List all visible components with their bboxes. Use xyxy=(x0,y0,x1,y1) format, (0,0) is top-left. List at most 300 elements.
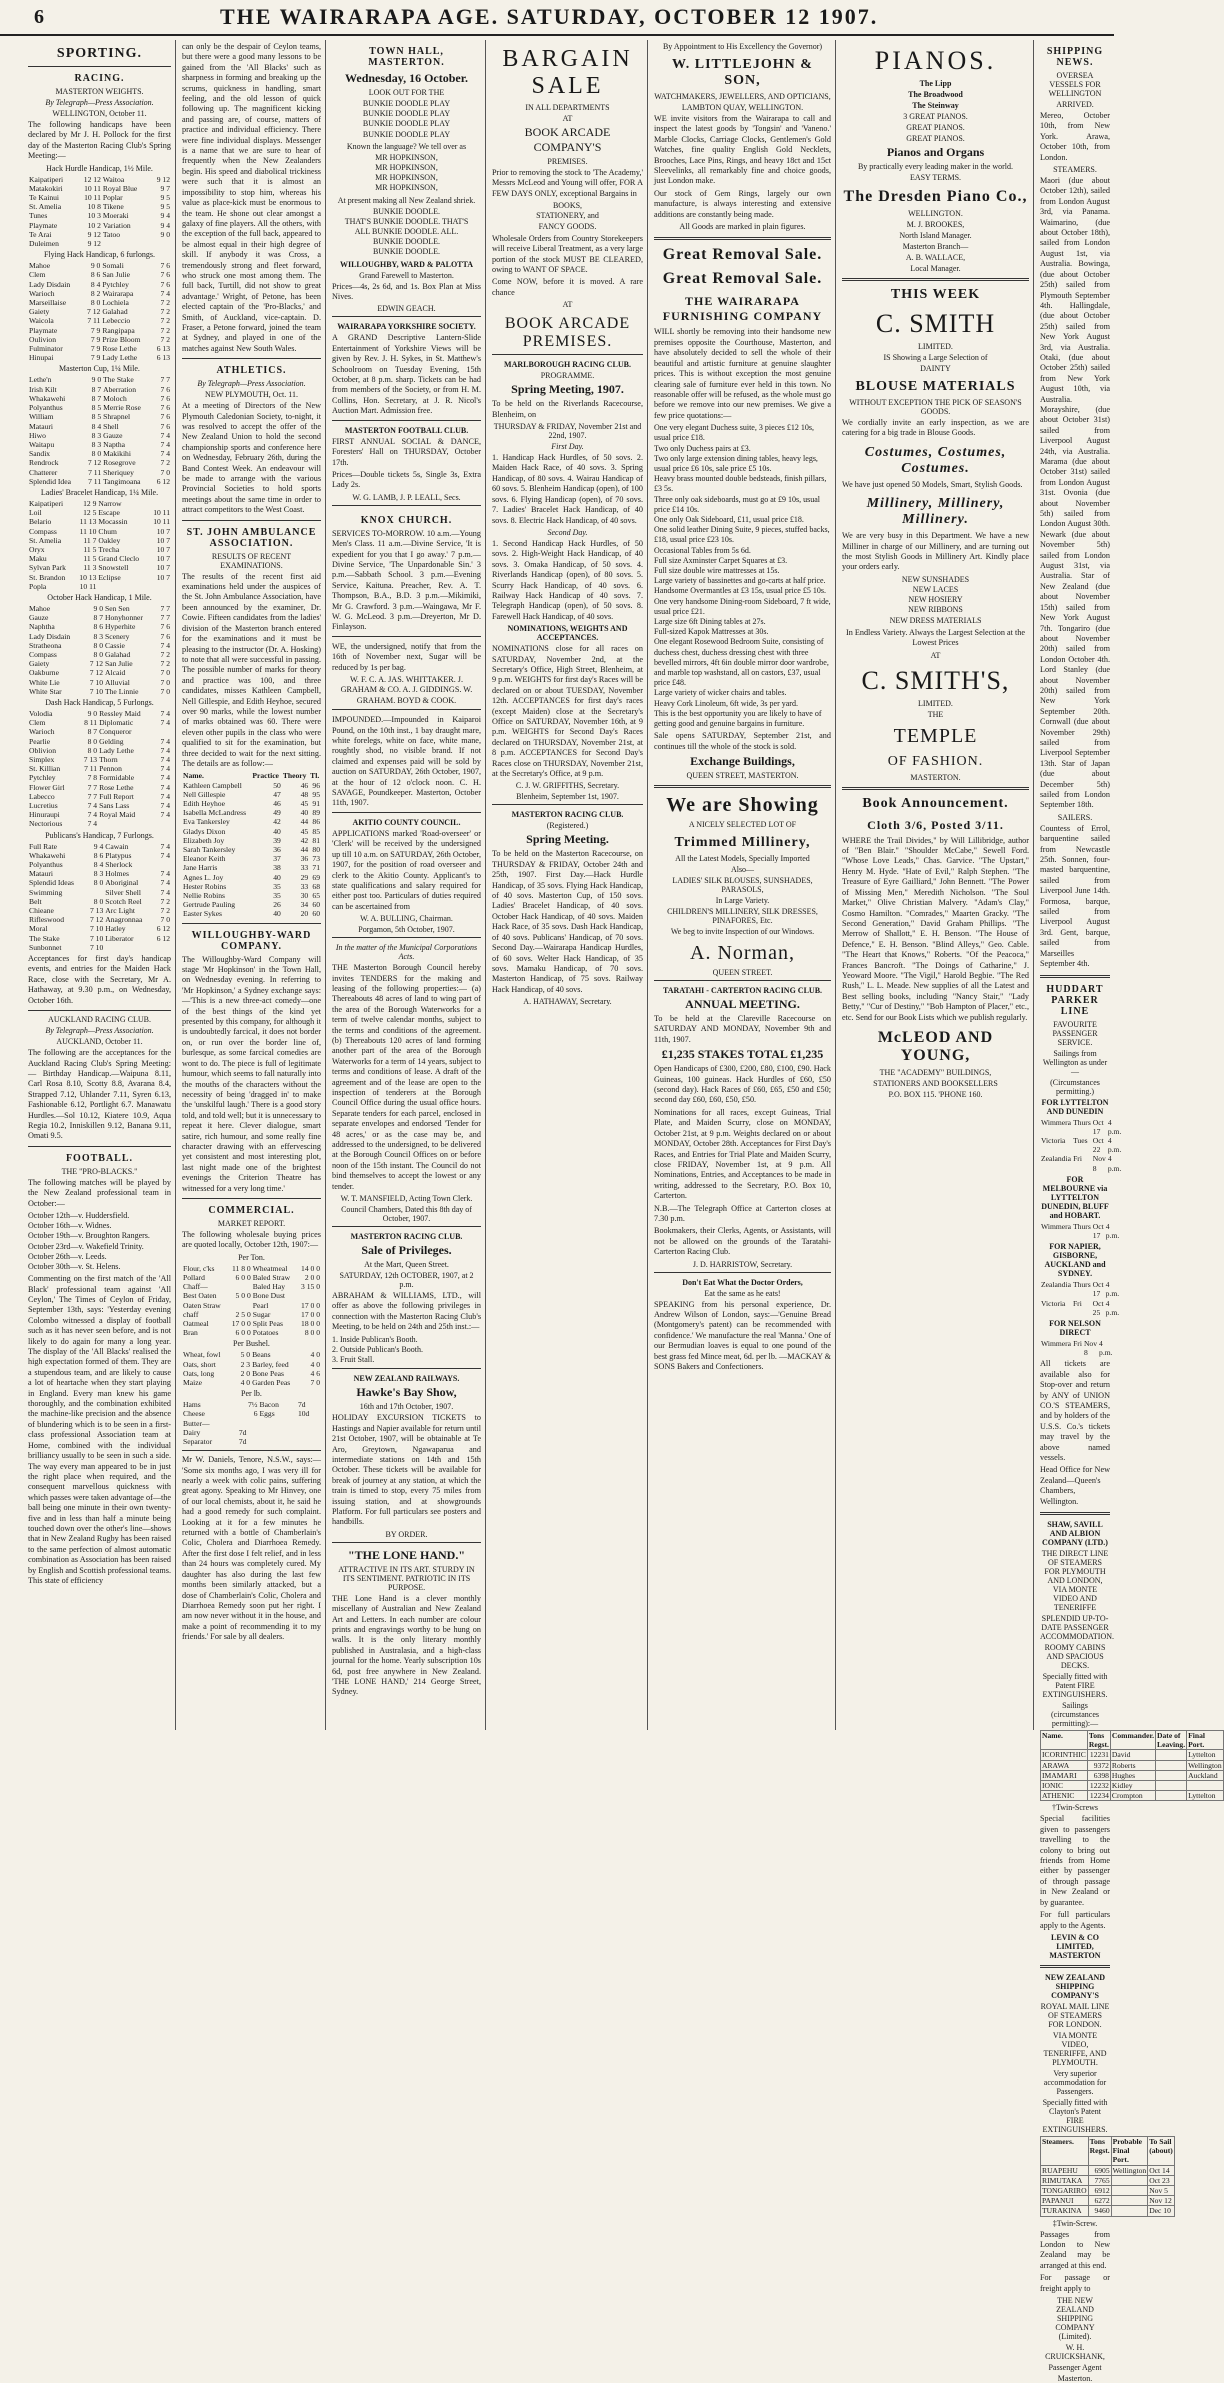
table-cell: Te Kainui xyxy=(29,193,60,203)
table-cell: 8 0 xyxy=(93,896,104,906)
race-heading: Ladies' Bracelet Handicap, 1¼ Mile. xyxy=(40,487,159,497)
table-cell: 8 0 xyxy=(87,736,98,746)
table-cell: St. Brandon xyxy=(29,572,66,582)
ad-text: A. B. WALLACE, xyxy=(905,253,966,262)
table-cell: St. Amelia xyxy=(29,202,62,212)
table-cell: Loil xyxy=(29,508,42,518)
table-row xyxy=(1041,1770,1224,1780)
table-cell: Playmate xyxy=(29,220,58,230)
list-item: NEW SUNSHADES xyxy=(901,574,970,584)
table-cell: Somali xyxy=(102,261,124,271)
table-row xyxy=(28,403,171,412)
table-cell: Nov 12 xyxy=(1148,2196,1175,2206)
ad-heading: MARLBOROUGH RACING CLUB. xyxy=(504,360,631,370)
table-cell: 7 6 xyxy=(160,421,170,431)
ad-text: AT xyxy=(930,650,941,660)
table-cell: San Julie xyxy=(105,659,133,669)
ad-text: 1. Handicap Hack Hurdles, of 50 sovs. 2. Maiden Hack Race, of 40 sovs. 3. Spring Handicap, of 80 sovs. 4. Wairau Handicap of 60 sovs. 5. Blenheim Handicap (open), of 100 sovs. 6. Flying Handicap (open), of 70 sovs. 7. Ladies' Bracelet Hack Handicap, of 40 sovs. 8. Electric Hack Handicap, of 40 sovs. xyxy=(492,453,643,525)
table-cell: 6 0 0 xyxy=(235,1328,251,1338)
race-heading: Flying Hack Handicap, 6 furlongs. xyxy=(43,250,156,260)
table-cell: 8 2 xyxy=(90,288,101,298)
list-item: 1. Inside Publican's Booth. xyxy=(332,1334,418,1344)
table-cell: Wheat, fowl xyxy=(183,1350,221,1360)
table-cell: Royal Maid xyxy=(99,810,136,820)
table-cell: 7 7 xyxy=(160,603,170,613)
table-cell: Polyanthus xyxy=(29,860,63,870)
ad-subheading: NOMINATIONS, WEIGHTS AND ACCEPTANCES. xyxy=(507,624,628,643)
ad-title: SHAW, SAVILL AND ALBION COMPANY (LTD.) xyxy=(1042,1520,1108,1548)
list-item: BUNKIE DOODLE PLAY xyxy=(362,99,451,108)
table-cell: Auckland xyxy=(1187,1770,1224,1780)
table-cell: 35 xyxy=(273,881,281,891)
table-cell: Belt xyxy=(29,896,42,906)
table-cell: 8 0 xyxy=(90,298,101,308)
list-item: One elegant Rosewood Bedroom Suite, consisting of duchess chest, duchess dressing chest with three bevelled mirrors, 4ft 6in double mirror door wardrobe, and marble top washstand, all on castors, £37, usual price £48. xyxy=(654,637,829,688)
table-cell: Kidley xyxy=(1110,1781,1155,1791)
table-cell: 12 5 xyxy=(83,508,97,518)
table-cell: Isabella McLandress xyxy=(183,808,247,818)
table-cell xyxy=(152,943,171,952)
table-cell: 8 6 xyxy=(90,270,101,280)
ad-title: Trimmed Millinery, xyxy=(674,835,811,851)
table-row xyxy=(28,851,171,860)
table-row xyxy=(182,882,321,891)
table-cell: Nectorious xyxy=(29,819,63,829)
list-item: NEW RIBBONS xyxy=(908,605,963,615)
table-row xyxy=(28,783,171,792)
table-row xyxy=(28,261,171,270)
table-cell: Polyanthus xyxy=(29,403,63,413)
table-cell xyxy=(1156,1770,1187,1780)
table-cell: 6272 xyxy=(1088,2196,1111,2206)
ad-text: WATCHMAKERS, JEWELLERS, AND OPTICIANS, xyxy=(654,92,831,101)
ad-text: Masterton. xyxy=(1057,2373,1093,2383)
ad-text: We beg to invite Inspection of our Windows. xyxy=(670,927,815,937)
table-cell: Gauze xyxy=(29,613,49,623)
table-cell xyxy=(152,860,171,869)
table-cell: 7 11 xyxy=(88,476,102,486)
table-cell xyxy=(1156,1781,1187,1791)
table-cell: 4 p.m. xyxy=(1107,1117,1122,1136)
table-cell: 7 4 xyxy=(160,887,170,897)
table-cell: Mahoe xyxy=(29,261,51,271)
table-cell: Eggs xyxy=(259,1409,275,1419)
table-cell: Pennon xyxy=(99,764,122,774)
table-cell: 9 0 xyxy=(87,708,98,718)
ad-title: Spring Meeting, 1907. xyxy=(511,382,624,397)
table-row xyxy=(28,517,171,526)
table-cell: Compass xyxy=(29,526,57,536)
ad-text: QUEEN STREET. xyxy=(712,968,773,978)
table-cell: Clem xyxy=(29,718,46,728)
unit-heading: Per Ton. xyxy=(238,1252,265,1262)
table-cell: Hester Robins xyxy=(183,881,227,891)
ad-text: To be held at the Clareville Racecourse on SATURDAY AND MONDAY, November 9th and 11th, 1907. xyxy=(654,1014,831,1044)
ad-text: ROYAL MAIL LINE OF STEAMERS FOR LONDON. xyxy=(1040,2001,1110,2029)
table-cell: 7 12 xyxy=(87,307,101,317)
ad-text: At present making all New Zealand shriek. xyxy=(337,195,476,205)
ad-text: Grand Farewell to Masterton. xyxy=(359,270,454,280)
table-cell: 37 xyxy=(273,854,281,864)
table-cell: Crompton xyxy=(1110,1791,1155,1801)
ad-title: A. Norman, xyxy=(690,942,795,965)
route-heading: FOR NELSON DIRECT xyxy=(1049,1318,1101,1337)
ad-heading: AKITIO COUNTY COUNCIL. xyxy=(352,817,461,827)
table-cell: 8 6 xyxy=(93,622,103,632)
table-row xyxy=(28,270,171,279)
table-cell: Naphtha xyxy=(29,622,55,632)
ad-text: CHILDREN'S MILLINERY, SILK DRESSES, PINAFORES, Etc. xyxy=(667,907,818,926)
list-item: Heavy Cork Linoleum, 6ft wide, 3s per yard. xyxy=(654,698,798,708)
table-cell: Duleimen xyxy=(29,239,59,249)
list-item: October 26th—v. Leeds. xyxy=(28,1251,107,1261)
table-cell: Warioch xyxy=(29,727,55,737)
table-row xyxy=(28,869,171,878)
table-row xyxy=(28,440,171,449)
table-cell: chaff xyxy=(183,1309,199,1319)
unit-heading: Per Bushel. xyxy=(233,1339,270,1349)
table-cell: 7 4 xyxy=(87,810,98,820)
table-cell: 4 p.m. xyxy=(1105,1298,1120,1317)
ad-text: ABRAHAM & WILLIAMS, LTD., will offer as above the following privileges in connection with the Masterton Racing Club's Meeting, to be held on 24th and 25th inst.:— xyxy=(332,1291,481,1332)
ad-text: ATTRACTIVE IN ITS ART. STURDY IN ITS SENTIMENT. PATRIOTIC IN ITS PURPOSE. xyxy=(338,1564,475,1592)
table-cell: 7 2 xyxy=(160,649,170,659)
ad-text: IS Showing a Large Selection of xyxy=(883,353,988,362)
table-cell: Hams xyxy=(183,1400,201,1410)
list-item: BUNKIE DOODLE PLAY xyxy=(362,109,451,119)
table-cell: Silver Shell xyxy=(105,887,141,897)
table-cell: 86 xyxy=(312,817,320,827)
table-row xyxy=(28,897,171,906)
ad-title: BARGAIN SALE xyxy=(502,46,633,99)
table-cell: Bone Peas xyxy=(252,1368,284,1378)
page-title: THE WAIRARAPA AGE. SATURDAY, OCTOBER 12 1907. xyxy=(220,4,879,29)
ad-signature: LEVIN & CO LIMITED, MASTERTON xyxy=(1049,1932,1101,1960)
ad-text: Passenger Agent xyxy=(1048,2362,1102,2372)
ad-signature: W. A. BULLING, Chairman. xyxy=(360,914,453,924)
table-cell: Sherlock xyxy=(105,860,133,870)
table-row xyxy=(28,860,171,869)
table-cell: 8 0 xyxy=(87,745,98,755)
table-cell: 7d xyxy=(297,1400,306,1410)
st-john-heading: ST. JOHN AMBULANCE ASSOCIATION. xyxy=(186,526,317,549)
list-item: BUNKIE DOODLE PLAY xyxy=(362,129,451,139)
ad-heading: MASTERTON RACING CLUB. xyxy=(350,1232,463,1242)
race-heading: Publicans's Handicap, 7 Furlongs. xyxy=(45,830,154,840)
table-row xyxy=(28,563,171,572)
ad-subheading: Second Day. xyxy=(547,527,588,537)
table-cell: 60 xyxy=(312,909,320,919)
table-cell: Oatmeal xyxy=(183,1319,209,1328)
list-item: One very elegant Duchess suite, 3 pieces £12 10s, usual price £18. xyxy=(654,423,814,443)
table-cell: 7 2 xyxy=(160,896,170,906)
race-heading: Dash Hack Handicap, 5 Furlongs. xyxy=(45,697,154,707)
ad-heading: WAIRARAPA YORKSHIRE SOCIETY. xyxy=(337,322,476,332)
table-cell: Lyttelton xyxy=(1187,1791,1224,1801)
table-cell: 4 0 xyxy=(310,1359,320,1369)
table-header-cell: Final Port. xyxy=(1187,1731,1224,1750)
table-cell: Hughes xyxy=(1110,1770,1155,1780)
table-cell: 7 0 xyxy=(160,467,170,477)
ad-text: SERVICES TO-MORROW. 10 a.m.—Young Men's Class. 11 a.m.—Divine Service, 'It is expedient for you that I go away.' 7 p.m.—Divine Service, 'The Unpardonable Sin.' 3 p.m.—Sabbath School. 3 p.m.—Evening Service, Kaituna. Preacher, Rev. A. T. Thompson, B.A., B.D. 3 p.m.—Mikimiki, Mr G. Crawford. 3 p.m.—Waingawa, Mr F. W. G. McLeod. 3 p.m.—Dreyerton, Mr D. Finlayson. xyxy=(332,528,481,632)
table-row xyxy=(28,650,171,659)
table-row xyxy=(28,326,171,335)
table-cell: Nell Gillespie xyxy=(183,789,226,799)
route-heading: FOR MELBOURNE via LYTTELTON DUNEDIN, BLUFF and HOBART. xyxy=(1041,1174,1109,1220)
ad-title: "THE LONE HAND." xyxy=(347,1547,465,1562)
table-cell: Galahad xyxy=(102,307,128,317)
ad-text: Our stock of Gem Rings, largely our own manufacture, is always interesting and extensive additions are constantly being made. xyxy=(654,188,831,219)
table-cell: Narrow xyxy=(98,498,122,508)
table-cell: Thurs xyxy=(1073,1117,1091,1127)
table-cell: Conqueror xyxy=(99,727,132,737)
ad-text: WE, the undersigned, notify that from the 16th of November next, Sugar will be reduced by 1s per bag. xyxy=(332,641,481,672)
unit-heading: Per lb. xyxy=(241,1389,262,1399)
table-cell xyxy=(1111,2185,1148,2195)
table-cell xyxy=(86,888,105,897)
section-heading: THE "PRO-BLACKS." xyxy=(61,1166,138,1176)
football-heading: FOOTBALL. xyxy=(65,1152,134,1164)
ad-text: LOOK OUT FOR THE xyxy=(368,88,445,97)
table-cell: Rose Lethe xyxy=(102,344,137,354)
table-row xyxy=(28,622,171,631)
table-header xyxy=(1041,2136,1175,2165)
table-cell: Fulminator xyxy=(29,344,63,354)
ad-text: Known the language? We tell over as xyxy=(346,141,467,151)
table-cell: Edith Heyhoe xyxy=(183,798,225,808)
article-text: The Willoughby-Ward Company will stage 'Mr Hopkinson' in the Town Hall, on Wednesday evening. In referring to 'Mr Hopkinson,' a Sydney exchange says:—'This is a new three-act comedy—one of the best things of the kind yet presented by this company, for although it is undoubtedly farcical, it does not border on, or run over the border line of, burlesque, as some farcical comedies are wont to do. The piece is full of legitimate humour, which seems to fall naturally into the mouths of the characters without the necessity of being 'dragged in' to make the 'unskilful laugh.' There is a good story told, and told well; but it is unnecessary to repeat it here. Clever dialogue, smart satire, rich humour, and some really fine character drawing with an effervescing yet consistent and most interesting plot, last night made one of the brightest evenings the Criterion Theatre has witnessed for a very long time.' xyxy=(182,954,321,1193)
table-cell: 33 xyxy=(300,881,309,891)
table-cell: Popla xyxy=(29,581,47,591)
article-text: Maori (due about October 12th), sailed from London August 3rd, via Panama. Waimarino, (due about October 18th), sailed from London August 1st, via Australia. Bowinga, (due about October 25th) sailed from Plymouth September 4th. Hallingdale, (due about October 25th) sailed from New York August 3rd, via Australia. Otaki, (due about October 25th) sailed from New York August 10th, via Australia. Morayshire, (due about October 31st) sailed from Liverpool August 24th, via Australia. Marama (due about October 31st) sailed from London August 31st. Ovonia (due about November 5th) sailed from London August 30th. Newark (due about November 5th) sailed from London August 31st, via Australia. Star of New Zealand (due about November 15th) sailed from New York August 7th. Tongariro (due about November 20th) sailed from London October 4th. Lord Stanley (due about November 20th) sailed from New York September 20th. Cornwall (due about November 29th) sailed from Liverpool September 13th. Star of Japan (due about December 5th) sailed from London September 18th. xyxy=(1040,176,1110,810)
ad-title: HUDDART PARKER LINE xyxy=(1046,983,1104,1017)
table-cell: Rifleswood xyxy=(29,915,65,925)
table-cell: 8 5 xyxy=(91,412,102,422)
ad-text: APPLICATIONS marked 'Road-overseer' or 'Clerk' will be received by the undersigned up till 10 a.m. on SATURDAY, 26th October, 1907, for the position of road overseer and clerk to the Akitio County. Applicant's to state qualifications and salary required for either post too. Particulars of duties required can be ascertained from xyxy=(332,828,481,911)
ad-text: QUEEN STREET, MASTERTON. xyxy=(686,771,799,781)
table-cell: Grand Cleclo xyxy=(98,554,140,564)
table-row xyxy=(1040,1136,1122,1154)
table-cell: Makikihi xyxy=(103,449,131,459)
ad-text: The Lipp xyxy=(919,79,952,88)
table-cell: Swimming xyxy=(29,887,63,897)
table-cell: 8 0 xyxy=(93,649,103,659)
table-row xyxy=(28,202,171,211)
weights-table xyxy=(28,375,171,485)
table-row xyxy=(28,687,171,696)
list-item: NEW DRESS MATERIALS xyxy=(889,615,982,625)
ad-text: AT xyxy=(562,114,573,123)
table-cell: 26 xyxy=(273,900,281,910)
table-row xyxy=(182,854,321,863)
table-cell: 7 4 xyxy=(160,791,170,801)
table-cell: Hyperhite xyxy=(105,622,136,632)
list-item: Full size double wire mattresses at 15s. xyxy=(654,565,780,575)
table-cell: Nov 5 xyxy=(1148,2185,1175,2195)
table-cell: Thorn xyxy=(99,755,118,764)
table-row xyxy=(28,678,171,687)
table-cell: The Linnie xyxy=(105,686,139,696)
table-cell: 8 5 xyxy=(91,403,102,413)
ad-text: All the Latest Models, Specially Imported xyxy=(675,854,810,864)
list-item: Heavy brass mounted double bedsteads, finish pillars, £3 5s. xyxy=(654,474,827,494)
table-cell: 7 6 xyxy=(160,393,170,403)
ad-text: AT xyxy=(562,300,573,310)
ad-title: The Dresden Piano Co., xyxy=(843,188,1028,205)
table-row xyxy=(28,915,171,924)
table-cell: ATHENIC xyxy=(1041,1791,1088,1801)
table-cell: Easter Sykes xyxy=(183,909,223,919)
ad-heading: TARATAHI - CARTERTON RACING CLUB. xyxy=(662,986,823,996)
table-cell: 85 xyxy=(312,826,320,836)
table-cell: Waitoa xyxy=(102,174,125,184)
table-cell: Cheese xyxy=(183,1409,205,1419)
table-cell: Victoria xyxy=(1041,1135,1066,1145)
table-cell: Beans xyxy=(252,1350,271,1360)
table-cell: 9 0 xyxy=(160,229,170,239)
table-row xyxy=(28,499,171,508)
list-item: MR HOPKINSON, xyxy=(375,163,438,173)
table-cell: 8 0 0 xyxy=(304,1328,320,1338)
table-row xyxy=(28,659,171,668)
racing-heading: RACING. xyxy=(74,73,125,84)
table-header-cell: Name. xyxy=(1041,1731,1088,1750)
list-item: This is the best opportunity you are likely to have of getting good and genuine bargains in furniture. xyxy=(654,708,822,729)
sailings-table xyxy=(1040,1339,1114,1357)
table-cell: 5 0 xyxy=(240,1350,251,1360)
sporting-heading: SPORTING. xyxy=(56,46,143,61)
table-cell: Hinupai xyxy=(29,353,54,363)
table-cell: 12232 xyxy=(1087,1781,1110,1791)
table-row xyxy=(182,1350,321,1359)
ad-text: †Twin-Screws xyxy=(1051,1803,1099,1813)
dateline: NEW PLYMOUTH, Oct. 11. xyxy=(205,390,298,400)
table-row xyxy=(28,316,171,325)
table-cell: 6 12 xyxy=(156,933,170,943)
ad-title: £1,235 STAKES TOTAL £1,235 xyxy=(661,1047,824,1062)
ad-text: We have just opened 50 Models, Smart, Stylish Goods. xyxy=(842,479,1023,489)
marks-header xyxy=(182,771,321,780)
dateline: WELLINGTON, October 11. xyxy=(52,109,147,118)
column-news xyxy=(178,40,326,1730)
ad-date: Porgamon, 5th October, 1907. xyxy=(358,925,455,935)
ad-title: Great Removal Sale. xyxy=(662,246,823,264)
table-cell: White Lie xyxy=(29,677,60,687)
table-cell: 73 xyxy=(312,854,320,864)
table-cell: 7 13 xyxy=(83,755,98,764)
table-cell: Simplex xyxy=(29,755,55,764)
table-row xyxy=(28,582,171,591)
table-cell: 36 xyxy=(300,854,309,864)
table-cell: Barley, feed xyxy=(252,1359,289,1369)
ad-date: Blenheim, September 1st, 1907. xyxy=(516,792,619,802)
table-header-cell: Theory xyxy=(282,771,307,781)
table-cell xyxy=(1111,2206,1148,2216)
byline: By Telegraph—Press Association. xyxy=(45,1026,154,1036)
table-cell: 7 6 xyxy=(160,279,170,289)
table-cell: 49 xyxy=(273,808,281,818)
section-heading: OVERSEA VESSELS FOR WELLINGTON xyxy=(1048,71,1102,98)
ad-text: Prices—4s, 2s 6d, and 1s. Box Plan at Miss Nives. xyxy=(332,281,481,302)
table-cell: 6905 xyxy=(1088,2165,1111,2175)
table-cell: 8 7 xyxy=(87,727,98,737)
table-cell: RUAPEHU xyxy=(1041,2165,1089,2175)
table-cell xyxy=(259,1419,297,1428)
list-item: October 23rd—v. Wakefield Trinity. xyxy=(28,1241,144,1251)
ad-text: All tickets are available also for Stop-over and return by ANY of UNION CO.'S STEAMERS, and by holders of the U.S.S. Co.'s tickets may travel by the above named vessels. xyxy=(1040,1359,1110,1462)
table-row xyxy=(1040,1118,1122,1136)
table-cell: 9372 xyxy=(1087,1760,1110,1770)
table-cell: 11 13 xyxy=(79,517,97,527)
ad-text: Wholesale Orders from Country Storekeepers will receive Liberal Treatment, as a very large portion of the stock MUST BE CLEARED, owing to WANT OF SPACE. xyxy=(492,233,643,275)
ad-date: Wednesday, 16 October. xyxy=(345,71,468,85)
ad-text: WE invite visitors from the Wairarapa to call and inspect the latest goods by 'Tongsin' and 'Vaneno.' Marble Clocks, Carriage Clocks, Gentlemen's Gold Watches, fine quality English Gold Necklets, Brooches, Lace Pins, Rings, and heavy 18ct and 15ct Sleevelinks, all remarkably fine and choice goods, just London make. xyxy=(654,114,831,186)
table-cell: Moeraki xyxy=(102,211,129,221)
ad-text: In Endless Variety. Always the Largest Selection at the Lowest Prices xyxy=(845,627,1026,648)
list-item: BUNKIE DOODLE. xyxy=(372,237,441,247)
ad-signature: W. T. MANSFIELD, Acting Town Clerk. xyxy=(340,1194,473,1204)
table-row xyxy=(28,280,171,289)
table-row xyxy=(28,508,171,517)
ad-title: THE WAIRARAPA FURNISHING COMPANY xyxy=(662,294,823,324)
table-cell: TONGARIRO xyxy=(1042,2185,1087,2195)
table-cell: 10 8 xyxy=(87,202,101,212)
table-cell: IONIC xyxy=(1041,1781,1088,1791)
ad-title: Exchange Buildings, xyxy=(690,754,795,769)
table-cell: 7 4 xyxy=(160,736,170,746)
commercial-heading: COMMERCIAL. xyxy=(208,1204,295,1216)
table-row xyxy=(28,307,171,316)
table-cell: Lady Disdain xyxy=(29,279,71,289)
table-cell: 10 2 xyxy=(87,220,101,230)
table-cell: 7 10 xyxy=(89,677,103,687)
table-cell: Escape xyxy=(98,508,120,518)
table-cell: 7 12 xyxy=(89,659,103,669)
table-cell: Moral xyxy=(29,924,48,934)
table-cell: 7 4 xyxy=(160,841,170,851)
table-cell: Oct 17 xyxy=(1092,1280,1104,1299)
list-item: Large variety of bassinettes and go-carts at half price. xyxy=(654,576,826,586)
table-cell: Thurs xyxy=(1072,1280,1091,1290)
list-item: October 19th—v. Broughton Rangers. xyxy=(28,1231,150,1241)
table-row xyxy=(1041,2175,1175,2185)
table-cell xyxy=(259,1437,297,1446)
table-cell: 7 6 xyxy=(160,631,170,641)
table-cell: 40 xyxy=(273,872,281,882)
table-cell xyxy=(156,727,171,736)
table-header-cell: Tons Regst. xyxy=(1088,1731,1109,1750)
column-shops xyxy=(838,40,1034,1730)
list-item: MR HOPKINSON, xyxy=(375,183,438,193)
table-cell: Splendid Ideas xyxy=(29,878,74,888)
table-cell: 8 7 xyxy=(91,384,102,394)
table-cell: Tatoo xyxy=(102,229,121,239)
table-cell: 8 4 xyxy=(90,279,101,289)
table-cell: 7 4 xyxy=(160,869,170,879)
table-row xyxy=(28,801,171,810)
table-cell: 68 xyxy=(312,881,320,891)
table-cell: Sandix xyxy=(29,449,51,459)
article-text: Mereo, October 10th, from New York. Arawa, October 10th, from London. xyxy=(1040,111,1110,162)
table-row xyxy=(28,755,171,764)
table-cell: 7 4 xyxy=(160,430,170,440)
table-row xyxy=(182,1400,321,1409)
table-cell xyxy=(297,1291,321,1300)
table-cell: Scenery xyxy=(105,631,130,641)
table-cell: Shell xyxy=(103,421,119,431)
table-cell: 8 3 xyxy=(91,439,102,449)
masterton-weights-heading: MASTERTON WEIGHTS. xyxy=(55,87,144,96)
